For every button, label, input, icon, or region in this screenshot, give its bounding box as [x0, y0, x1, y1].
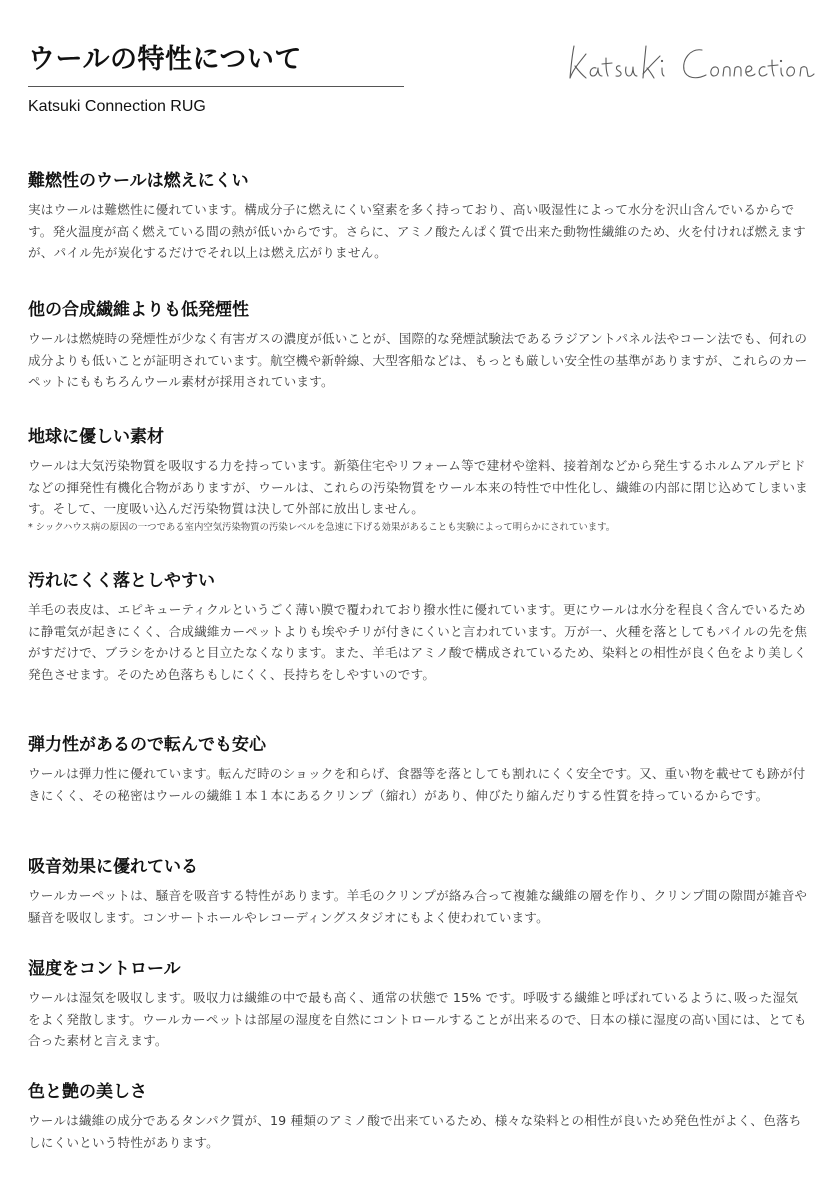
section-elasticity: [28, 733, 808, 806]
section-title: 地球に優しい素材: [28, 427, 164, 447]
section-humidity-control: [28, 957, 808, 1052]
section-body: ウールは大気汚染物質を吸収する力を持っています。新築住宅やリフォーム等で建材や塗料、接着剤などから発生するホルムアルデヒドなどの揮発性有機化合物がありますが、ウールは、これらの汚染物質をウール本来の特性で中性化し、繊維の内部に閉じ込めてしまいます。そして、一度吸い込んだ汚染物質は決して外部に放出しません。: [28, 458, 808, 517]
section-flame-resistance: [28, 169, 808, 264]
section-body: ウールは弾力性に優れています。転んだ時のショックを和らげ、食器等を落としても割れにくく安全です。又、重い物を載せても跡が付きにくく、その秘密はウールの繊維１本１本にあるクリンプ（縮れ）があり、伸びたり縮んだりする性質を持っているからです。: [28, 766, 806, 803]
section-title: 吸音効果に優れている: [28, 857, 198, 877]
katsuki-connection-logo: [566, 30, 822, 90]
section-footnote: * シックハウス病の原因の一つである室内空気汚染物質の汚染レベルを急速に下げる効果があることも実験によって明らかにされています。: [28, 521, 616, 533]
section-body: 実はウールは難燃性に優れています。構成分子に燃えにくい窒素を多く持っており、高い吸湿性によって水分を沢山含んでいるからです。発火温度が高く燃えている間の熱が低いからです。さらに、アミノ酸たんぱく質で出来た動物性繊維のため、火を付ければ燃えますが、パイル先が炭化するだけでそれ以上は燃え広がりません。: [28, 202, 806, 261]
section-body: ウールは繊維の成分であるタンパク質が、19 種類のアミノ酸で出来ているため、様々な染料との相性が良いため発色性がよく、色落ちしにくいという特性があります。: [28, 1113, 802, 1150]
section-title: 汚れにくく落としやすい: [28, 571, 215, 591]
title-underline: [28, 86, 404, 87]
section-stain-resistance: [28, 569, 808, 685]
section-title: 湿度をコントロール: [28, 959, 181, 979]
section-title: 弾力性があるので転んでも安心: [28, 735, 266, 755]
section-title: 他の合成繊維よりも低発煙性: [28, 300, 249, 320]
section-body: 羊毛の表皮は、エピキューティクルというごく薄い膜で覆われており撥水性に優れています。更にウールは水分を程良く含んでいるために静電気が起きにくく、合成繊維カーペットよりも埃やチリが付きにくいと言われています。万が一、火種を落としてもパイルの先を焦がすだけで、ブラシをかけると目立たなくなります。また、羊毛はアミノ酸で構成されているため、染料との相性が良く色をより美しく発色させます。そのため色落ちもしにくく、長持ちをしやすいのです。: [28, 602, 808, 682]
section-title: 色と艶の美しさ: [28, 1082, 147, 1102]
page-subtitle: Katsuki Connection RUG: [28, 98, 206, 115]
section-eco-friendly: [28, 425, 808, 536]
section-title: 難燃性のウールは燃えにくい: [28, 171, 249, 191]
page-title: ウールの特性について: [28, 44, 302, 75]
section-color-luster: [28, 1080, 808, 1153]
signature-logo-icon: [566, 30, 822, 90]
section-body: ウールは湿気を吸収します。吸収力は繊維の中で最も高く、通常の状態で 15% です。呼吸する繊維と呼ばれているように､吸った湿気をよく発散します。ウールカーペットは部屋の湿度を自然にコントロールすることが出来るので、日本の様に湿度の高い国には、とても合った素材と言えます。: [28, 990, 807, 1049]
section-low-smoke: [28, 298, 808, 393]
section-body: ウールカーペットは、騒音を吸音する特性があります。羊毛のクリンプが絡み合って複雑な繊維の層を作り、クリンプ間の隙間が雑音や騒音を吸収します。コンサートホールやレコーディングスタジオにもよく使われています。: [28, 888, 808, 925]
section-sound-absorption: [28, 855, 808, 928]
section-body: ウールは燃焼時の発煙性が少なく有害ガスの濃度が低いことが、国際的な発煙試験法であるラジアントパネル法やコーン法でも、何れの成分よりも低いことが証明されています。航空機や新幹線、大型客船などは、もっとも厳しい安全性の基準がありますが、これらのカーペットにももちろんウール素材が採用されています。: [28, 331, 808, 390]
